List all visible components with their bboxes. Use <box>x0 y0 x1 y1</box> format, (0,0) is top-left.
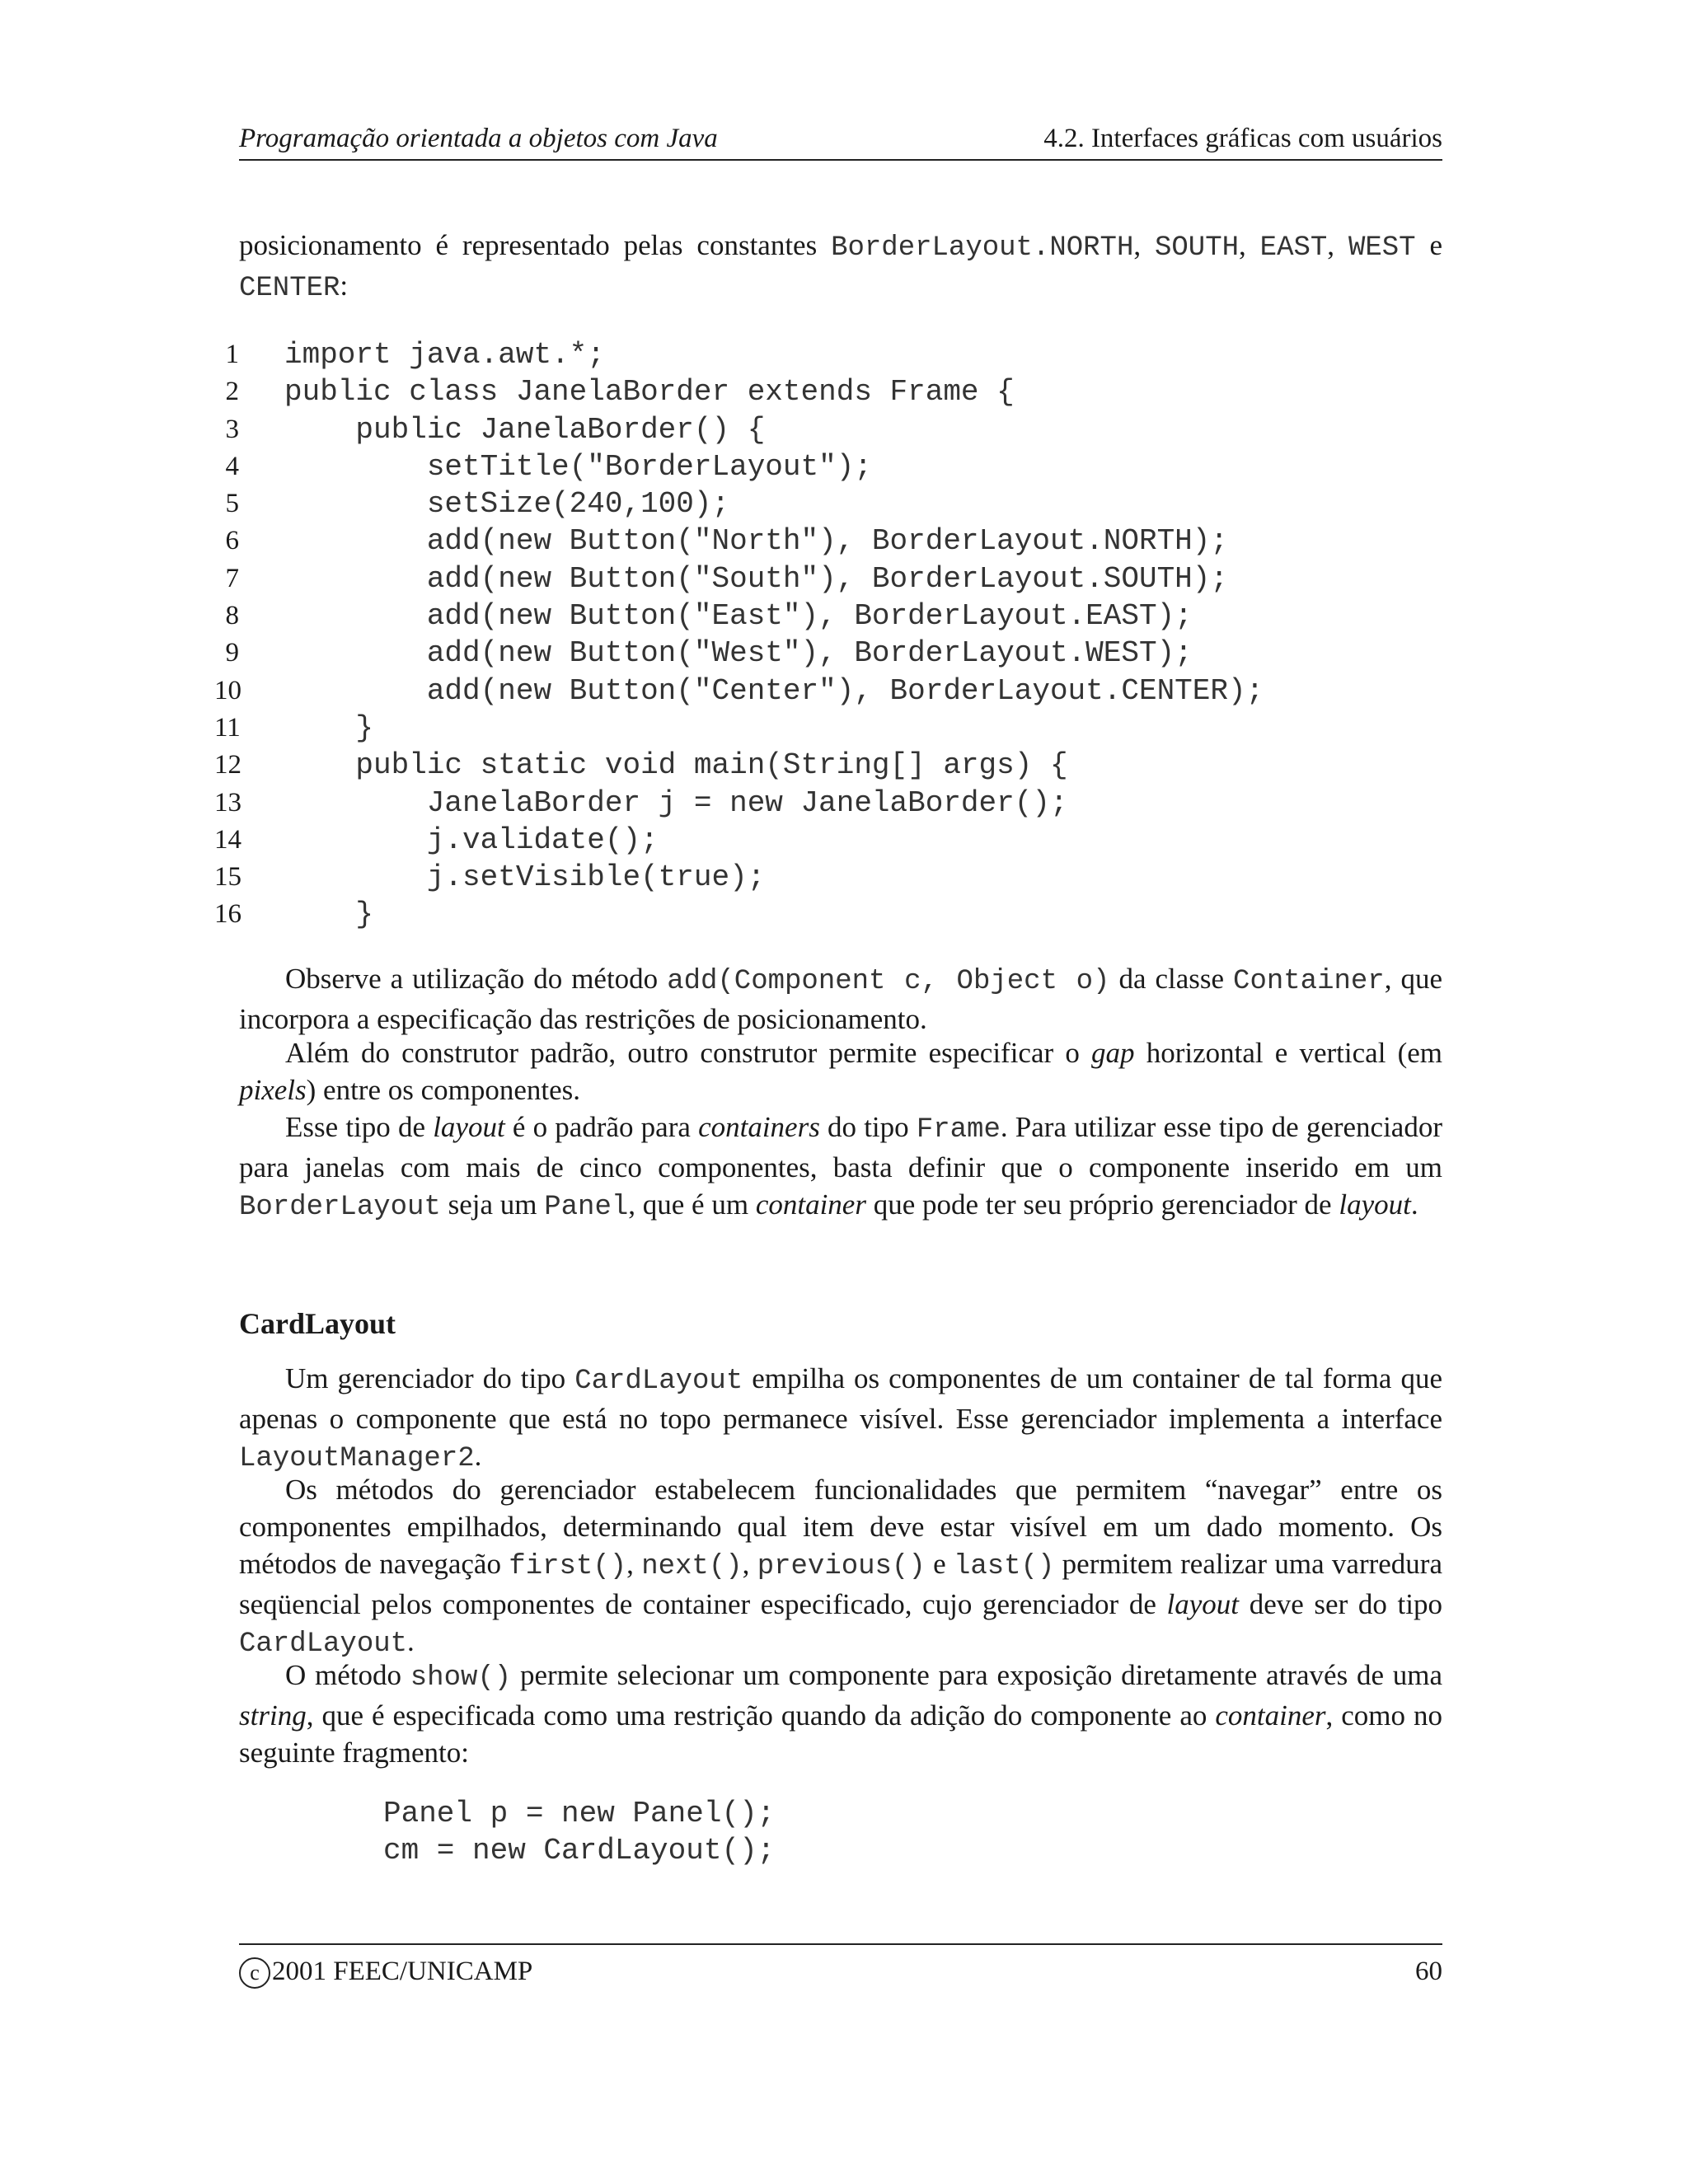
text-emphasis: container <box>755 1188 866 1221</box>
text-run: , <box>1133 229 1155 261</box>
code-inline: EAST <box>1259 232 1328 264</box>
paragraph-navigation-methods <box>239 1471 1442 1663</box>
code-line <box>214 785 1451 822</box>
code-line <box>214 822 1451 859</box>
code-snippet <box>383 1795 775 1869</box>
text-emphasis: gap <box>1091 1037 1135 1069</box>
code-inline: Panel <box>544 1192 629 1223</box>
text-run: , <box>742 1548 757 1580</box>
text-emphasis: layout <box>1166 1588 1240 1620</box>
code-inline: WEST <box>1348 232 1416 264</box>
code-text: import java.awt.*; <box>284 338 605 372</box>
line-number: 5 <box>225 489 239 519</box>
code-line <box>214 598 1451 635</box>
code-inline: CardLayout <box>239 1629 408 1660</box>
code-listing <box>214 336 1451 934</box>
text-run: , como no seguinte fragmento: <box>239 1699 1442 1769</box>
section-heading: CardLayout <box>239 1307 396 1340</box>
footer-copyright-text: 2001 FEEC/UNICAMP <box>272 1957 533 1986</box>
code-line <box>214 336 1451 373</box>
code-inline: Frame <box>916 1114 1001 1146</box>
text-run: é o padrão para <box>504 1111 699 1143</box>
paragraph-cardlayout-intro <box>239 1360 1442 1478</box>
line-number: 12 <box>214 750 241 780</box>
text-run: , que é especificada como uma restrição quando da adição do componente ao <box>306 1699 1216 1732</box>
text-run: . Para utilizar esse tipo de gerenciador para janelas com mais de cinco componentes, basta definir que o componente inserido em um <box>239 1111 1443 1183</box>
text-run: Um gerenciador do tipo <box>285 1362 575 1394</box>
line-number: 14 <box>214 824 241 855</box>
line-number: 10 <box>214 675 241 705</box>
text-run: do tipo <box>819 1111 917 1143</box>
text-run: posicionamento é representado pelas constantes <box>239 229 832 261</box>
paragraph-default-layout <box>239 1108 1442 1226</box>
code-text: add(new Button("West"), BorderLayout.WEST); <box>284 636 1193 671</box>
text-run: e <box>925 1548 954 1580</box>
text-run: : <box>340 269 349 302</box>
text-run: seja um <box>440 1188 545 1221</box>
code-text: Panel p = new Panel(); <box>383 1797 776 1830</box>
code-line <box>214 710 1451 747</box>
line-number: 3 <box>225 414 239 444</box>
line-number: 11 <box>214 712 241 743</box>
paragraph-add-method <box>239 960 1442 1038</box>
line-number: 6 <box>225 526 239 556</box>
text-run: e <box>1415 229 1442 261</box>
text-run: Além do construtor padrão, outro construtor permite especificar o <box>285 1037 1092 1069</box>
code-inline: CardLayout <box>574 1366 743 1397</box>
code-text: public class JanelaBorder extends Frame { <box>284 375 1015 410</box>
code-inline: next() <box>641 1551 743 1582</box>
code-text: public static void main(String[] args) { <box>284 748 1068 783</box>
text-emphasis: string <box>239 1699 307 1732</box>
text-run: , que incorpora a especificação das restrições de posicionamento. <box>239 963 1442 1035</box>
code-line <box>214 373 1451 410</box>
code-line <box>214 560 1451 598</box>
paragraph-gap <box>239 1034 1442 1108</box>
code-line <box>214 747 1451 784</box>
line-number: 13 <box>214 787 241 818</box>
code-text: } <box>284 898 374 932</box>
header-section-title: 4.2. Interfaces gráficas com usuários <box>1043 124 1442 153</box>
text-run: ) entre os componentes. <box>306 1074 581 1106</box>
code-line <box>214 523 1451 560</box>
code-text: setTitle("BorderLayout"); <box>284 449 872 484</box>
code-text: j.validate(); <box>284 823 659 857</box>
text-emphasis: pixels <box>239 1074 307 1106</box>
code-text: j.setVisible(true); <box>284 860 766 895</box>
code-text: } <box>284 710 374 745</box>
code-inline: add(Component c, Object o) <box>667 966 1110 997</box>
text-run: Observe a utilização do método <box>285 963 668 995</box>
text-run: da classe <box>1109 963 1234 995</box>
code-text: add(new Button("South"), BorderLayout.SOUTH); <box>284 561 1228 596</box>
code-inline: previous() <box>757 1551 926 1582</box>
line-number: 2 <box>225 377 239 407</box>
code-text: setSize(240,100); <box>284 487 730 522</box>
code-text: JanelaBorder j = new JanelaBorder(); <box>284 785 1068 820</box>
code-inline: BorderLayout <box>239 1192 441 1223</box>
code-text: add(new Button("North"), BorderLayout.NORTH); <box>284 524 1228 559</box>
text-run: permitem realizar uma varredura seqüencial pelos componentes de container especificado, cujo gerenciador de <box>239 1548 1443 1620</box>
code-inline: BorderLayout.NORTH <box>831 232 1134 264</box>
code-line <box>214 448 1451 485</box>
text-emphasis: layout <box>1339 1188 1411 1221</box>
text-run: horizontal e vertical (em <box>1134 1037 1443 1069</box>
text-emphasis: container <box>1215 1699 1326 1732</box>
text-run: O método <box>285 1659 410 1691</box>
page-number: 60 <box>1415 1957 1442 1986</box>
paragraph-show-method <box>239 1657 1442 1771</box>
text-run: , <box>1327 229 1348 261</box>
code-line <box>214 896 1451 933</box>
text-run: empilha os componentes de um container de tal forma que apenas o componente que está no topo permanece visível. Esse gerenciador implementa a interface <box>239 1362 1443 1435</box>
text-run: , <box>1239 229 1260 261</box>
line-number: 16 <box>214 899 241 930</box>
code-inline: CENTER <box>239 273 340 304</box>
line-number: 1 <box>225 340 239 369</box>
line-number: 8 <box>225 601 239 631</box>
copyright-icon: c <box>239 1957 270 1989</box>
code-inline: SOUTH <box>1155 232 1240 264</box>
text-run: . <box>407 1625 415 1657</box>
code-text: cm = new CardLayout(); <box>383 1834 776 1868</box>
text-run: permite selecionar um componente para exposição diretamente através de uma <box>511 1659 1442 1691</box>
text-run: , <box>626 1548 642 1580</box>
line-number: 9 <box>225 638 239 668</box>
text-emphasis: layout <box>433 1111 505 1143</box>
code-text: public JanelaBorder() { <box>284 412 766 447</box>
code-inline: Container <box>1233 966 1385 997</box>
line-number: 15 <box>214 862 241 893</box>
footer-copyright <box>239 1957 532 1989</box>
code-text: add(new Button("Center"), BorderLayout.CENTER); <box>284 673 1264 708</box>
code-inline: show() <box>410 1662 512 1694</box>
text-run: que pode ter seu próprio gerenciador de <box>865 1188 1339 1221</box>
line-number: 7 <box>225 563 239 593</box>
text-run: Esse tipo de <box>285 1111 434 1143</box>
text-run: Os métodos do gerenciador estabelecem funcionalidades que permitem “navegar” entre os componentes empilhados, determinando qual item deve estar visível em um dado momento. Os métodos de navegação <box>239 1474 1442 1580</box>
text-run: deve ser do tipo <box>1239 1588 1442 1620</box>
code-line <box>214 411 1451 448</box>
text-run: , que é um <box>628 1188 756 1221</box>
running-footer <box>239 1943 1442 1986</box>
line-number: 4 <box>225 451 239 481</box>
code-line <box>214 635 1451 672</box>
intro-paragraph <box>239 227 1442 307</box>
code-inline: last() <box>953 1551 1055 1582</box>
code-inline: first() <box>509 1551 627 1582</box>
code-text: add(new Button("East"), BorderLayout.EAST); <box>284 599 1193 634</box>
header-book-title: Programação orientada a objetos com Java <box>239 124 718 153</box>
text-run: . <box>474 1440 482 1472</box>
code-line <box>214 673 1451 710</box>
text-emphasis: containers <box>698 1111 820 1143</box>
text-run: . <box>1410 1188 1418 1221</box>
code-line <box>214 485 1451 523</box>
code-inline: LayoutManager2 <box>239 1443 475 1474</box>
code-line <box>214 859 1451 896</box>
running-header <box>239 120 1442 161</box>
